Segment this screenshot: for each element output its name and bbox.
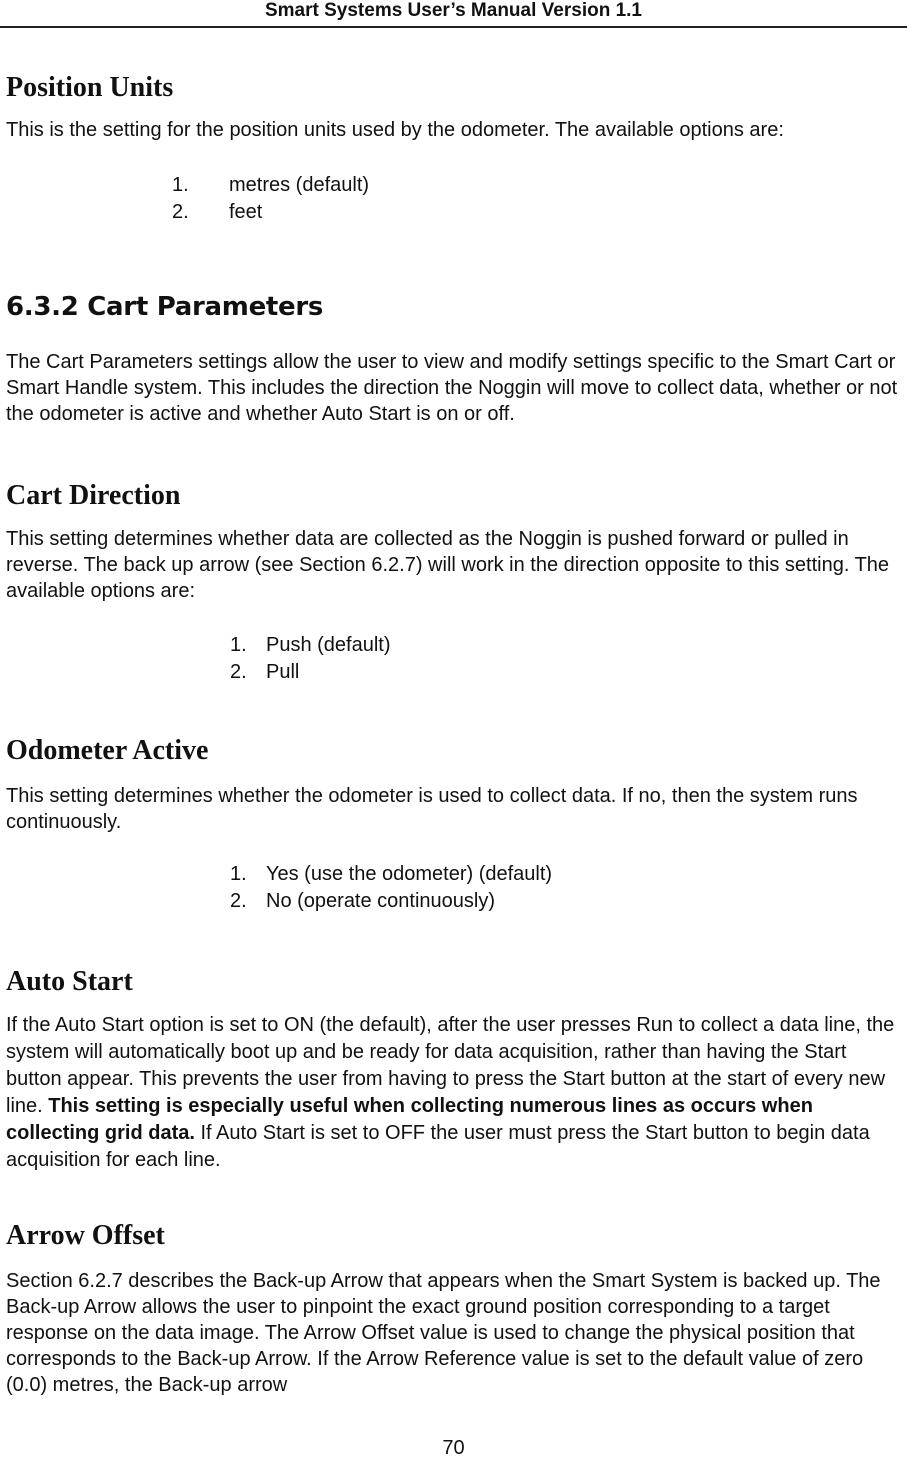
list-item [172,172,369,199]
list-number: 1. [230,634,247,656]
page-number: 70 [442,1437,465,1459]
position-units-body: This is the setting for the position units used by the odometer. The available options are: [6,119,784,141]
list-label: metres (default) [229,174,370,196]
heading-arrow-offset: Arrow Offset [6,1220,165,1251]
cart-direction-body: This setting determines whether data are collected as the Noggin is pushed forward or pulled in reverse. The back up arrow (see Section 6.2.7) will work in the direction opposite to this setting. The available options are: [6,528,890,602]
arrow-offset-body: Section 6.2.7 describes the Back-up Arrow that appears when the Smart System is backed up. The Back-up Arrow allows the user to pinpoint the exact ground position corresponding to a target response on the data image. The Arrow Offset value is used to change the physical position that corresponds to the Back-up Arrow. If the Arrow Reference value is set to the default value of zero (0.0) metres, the Back-up arrow [6,1270,881,1396]
list-number: 1. [172,174,189,196]
heading-cart-parameters: 6.3.2 Cart Parameters [6,292,324,322]
auto-start-body [6,1012,901,1174]
list-label: No (operate continuously) [266,890,496,912]
list-item [230,861,552,888]
cart-direction-options [230,632,391,686]
heading-auto-start: Auto Start [6,966,133,997]
odometer-active-options [230,861,552,915]
list-number: 2. [172,201,189,223]
list-item [230,888,552,915]
cart-parameters-body: The Cart Parameters settings allow the user to view and modify settings specific to the Smart Cart or Smart Handle system. This includes the direction the Noggin will move to collect data, whether or not the odometer is active and whether Auto Start is on or off. [6,351,898,425]
heading-cart-direction: Cart Direction [6,480,181,511]
list-number: 2. [230,661,247,683]
list-item [230,659,391,686]
page-header [0,0,907,28]
list-label: Pull [266,661,300,683]
odometer-active-body: This setting determines whether the odometer is used to collect data. If no, then the system runs continuously. [6,785,858,833]
auto-start-text: If the Auto Start option is set to ON (the default), after the user presses Run to collect a data line, the system will automatically boot up and be ready for data acquisition, rather than having the Start button appear. This prevents the user from having to press the Start button at the start of every new line. [6,1014,895,1117]
auto-start-emphasis: This setting is especially useful when collecting numerous lines as occurs when collecting grid data. [6,1095,813,1144]
heading-position-units: Position Units [6,72,174,103]
list-item [230,632,391,659]
position-units-options [172,172,369,226]
list-item [172,199,369,226]
manual-title: Smart Systems User’s Manual Version 1.1 [264,0,642,21]
heading-odometer-active: Odometer Active [6,735,209,766]
list-number: 1. [230,863,247,885]
list-number: 2. [230,890,247,912]
auto-start-text-end: If Auto Start is set to OFF the user must press the Start button to begin data acquisition for each line. [6,1122,870,1171]
list-label: feet [229,201,263,223]
list-label: Push (default) [266,634,391,656]
list-label: Yes (use the odometer) (default) [266,863,553,885]
